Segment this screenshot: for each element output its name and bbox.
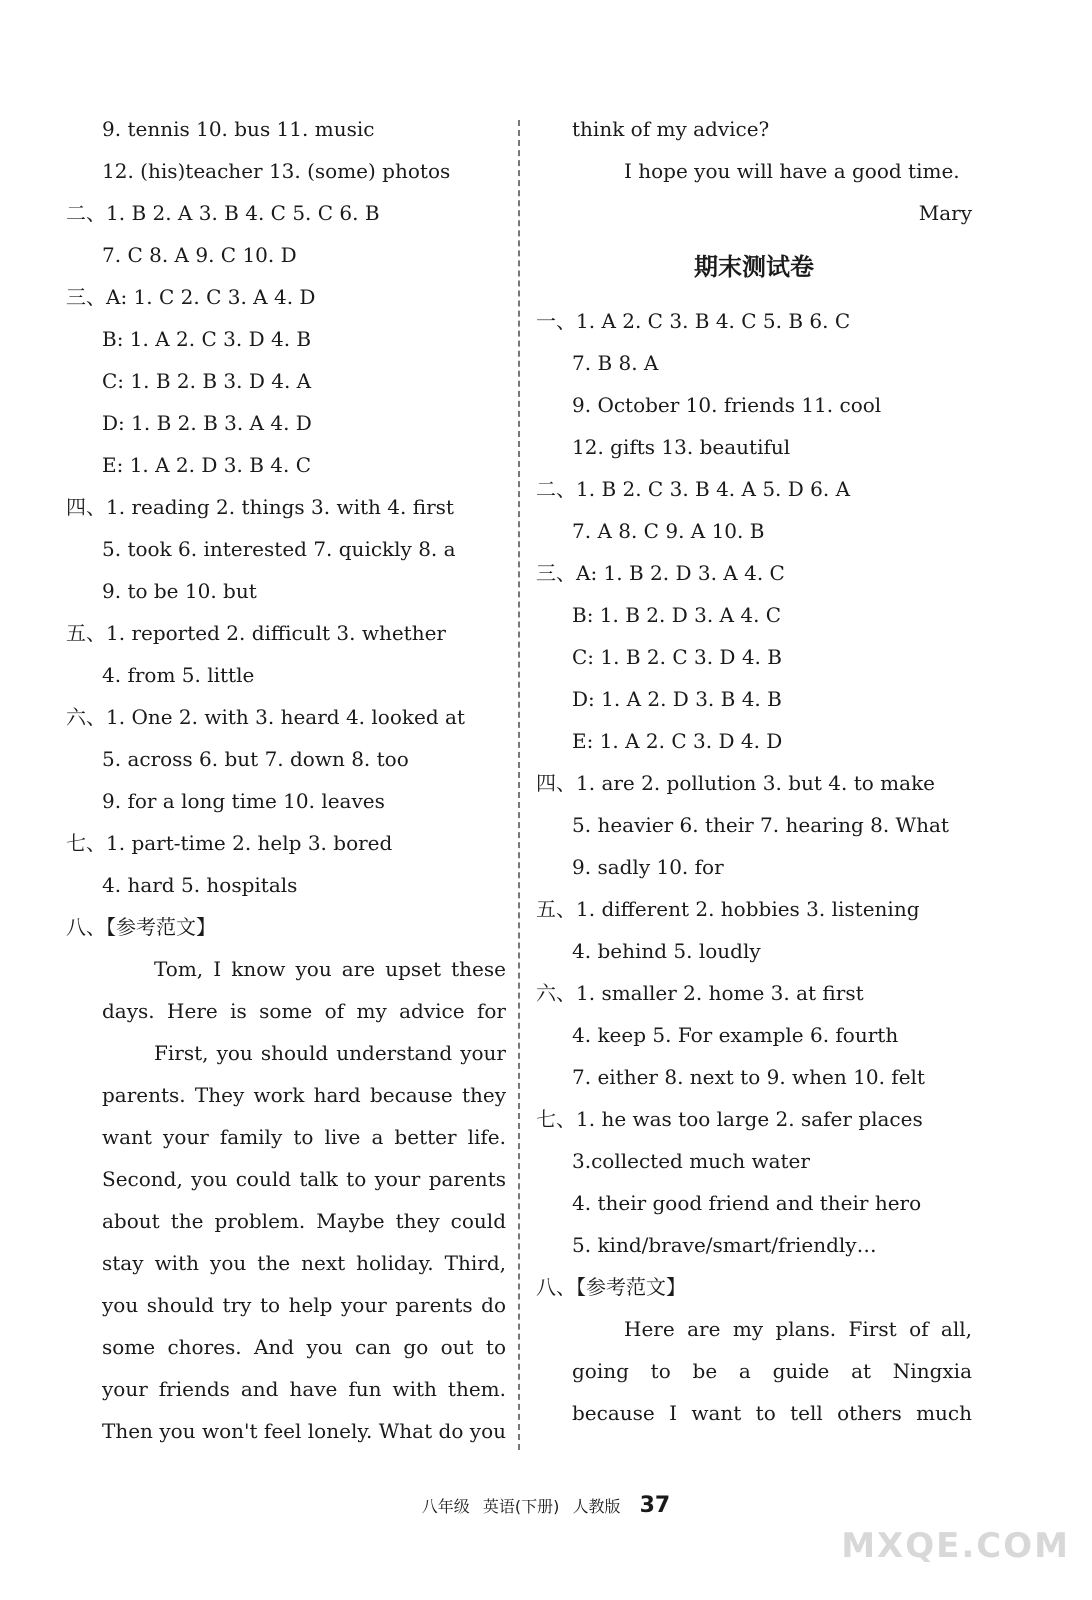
text-line: Second, you could talk to your parents [102, 1167, 506, 1191]
text-line: B: 1. B 2. D 3. A 4. C [572, 603, 782, 627]
text-line: First, you should understand your [154, 1041, 506, 1065]
text-line: 六、1. One 2. with 3. heard 4. looked at [66, 705, 465, 729]
text-line: days. Here is some of my advice for [102, 999, 506, 1023]
page-number: 37 [639, 1493, 671, 1518]
text-line: 7. either 8. next to 9. when 10. felt [572, 1065, 925, 1089]
right-column-answers [536, 300, 972, 1434]
text-line: Then you won't feel lonely. What do you [102, 1419, 506, 1443]
text-line: 5. took 6. interested 7. quickly 8. a [102, 537, 456, 561]
text-line: 八、【参考范文】 [536, 1275, 686, 1299]
text-line: Tom, I know you are upset these [154, 957, 506, 981]
text-line: I hope you will have a good time. [624, 159, 960, 183]
text-line: you should try to help your parents do [102, 1293, 506, 1317]
text-line: E: 1. A 2. D 3. B 4. C [102, 453, 312, 477]
text-line: C: 1. B 2. C 3. D 4. B [572, 645, 782, 669]
text-line: 三、A: 1. C 2. C 3. A 4. D [66, 285, 316, 309]
text-line: 四、1. reading 2. things 3. with 4. first [66, 495, 454, 519]
text-line: think of my advice? [572, 117, 770, 141]
footer-subject: 英语(下册) [482, 1497, 560, 1516]
text-line: 四、1. are 2. pollution 3. but 4. to make [536, 771, 936, 795]
watermark-logo: MXQE.COM [841, 1526, 1070, 1566]
text-line: 七、1. he was too large 2. safer places [536, 1107, 923, 1131]
text-line: about the problem. Maybe they could [102, 1209, 506, 1233]
text-line: 五、1. reported 2. difficult 3. whether [66, 621, 446, 645]
text-line: 9. sadly 10. for [572, 855, 724, 879]
text-line: 4. behind 5. loudly [572, 939, 761, 963]
text-line: 4. their good friend and their hero [572, 1191, 922, 1215]
footer-grade: 八年级 [421, 1497, 470, 1516]
text-line: 7. B 8. A [572, 351, 659, 375]
text-line: 9. for a long time 10. leaves [102, 789, 385, 813]
text-line: C: 1. B 2. B 3. D 4. A [102, 369, 312, 393]
text-line: 一、1. A 2. C 3. B 4. C 5. B 6. C [536, 309, 851, 333]
right-column-top [536, 108, 972, 234]
text-line: 五、1. different 2. hobbies 3. listening [536, 897, 920, 921]
page-footer [0, 1486, 1092, 1526]
text-line: 5. kind/brave/smart/friendly… [572, 1233, 877, 1257]
right-column [536, 108, 972, 1434]
text-line: parents. They work hard because they [102, 1083, 506, 1107]
text-line: 9. tennis 10. bus 11. music [102, 117, 375, 141]
text-line: Mary [918, 201, 972, 225]
text-line: 7. A 8. C 9. A 10. B [572, 519, 765, 543]
text-line: going to be a guide at Ningxia [572, 1359, 972, 1383]
text-line: stay with you the next holiday. Third, [102, 1251, 506, 1275]
text-line: 二、1. B 2. A 3. B 4. C 5. C 6. B [66, 201, 380, 225]
text-line: B: 1. A 2. C 3. D 4. B [102, 327, 312, 351]
text-line: because I want to tell others much [572, 1401, 972, 1425]
text-line: 4. hard 5. hospitals [102, 873, 298, 897]
text-line: 5. across 6. but 7. down 8. too [102, 747, 409, 771]
text-line: 3.collected much water [572, 1149, 810, 1173]
text-line: 12. gifts 13. beautiful [572, 435, 791, 459]
section-heading: 期末测试卷 [694, 253, 814, 281]
left-column [66, 108, 506, 1452]
text-line: 5. heavier 6. their 7. hearing 8. What [572, 813, 949, 837]
text-line: 4. from 5. little [102, 663, 255, 687]
text-line: 7. C 8. A 9. C 10. D [102, 243, 297, 267]
text-line: 七、1. part-time 2. help 3. bored [66, 831, 393, 855]
text-line: want your family to live a better life. [102, 1125, 506, 1149]
text-line: E: 1. A 2. C 3. D 4. D [572, 729, 783, 753]
column-divider [518, 120, 520, 1450]
text-line: Here are my plans. First of all, [624, 1317, 972, 1341]
text-line: your friends and have fun with them. [102, 1377, 506, 1401]
text-line: D: 1. A 2. D 3. B 4. B [572, 687, 782, 711]
text-line: 9. October 10. friends 11. cool [572, 393, 882, 417]
footer-edition: 人教版 [572, 1497, 621, 1516]
text-line: some chores. And you can go out to [102, 1335, 506, 1359]
text-line: D: 1. B 2. B 3. A 4. D [102, 411, 312, 435]
text-line: 12. (his)teacher 13. (some) photos [102, 159, 451, 183]
text-line: 八、【参考范文】 [66, 915, 216, 939]
text-line: 六、1. smaller 2. home 3. at first [536, 981, 864, 1005]
text-line: 三、A: 1. B 2. D 3. A 4. C [536, 561, 785, 585]
text-line: 二、1. B 2. C 3. B 4. A 5. D 6. A [536, 477, 851, 501]
text-line: 4. keep 5. For example 6. fourth [572, 1023, 899, 1047]
text-line: 9. to be 10. but [102, 579, 257, 603]
